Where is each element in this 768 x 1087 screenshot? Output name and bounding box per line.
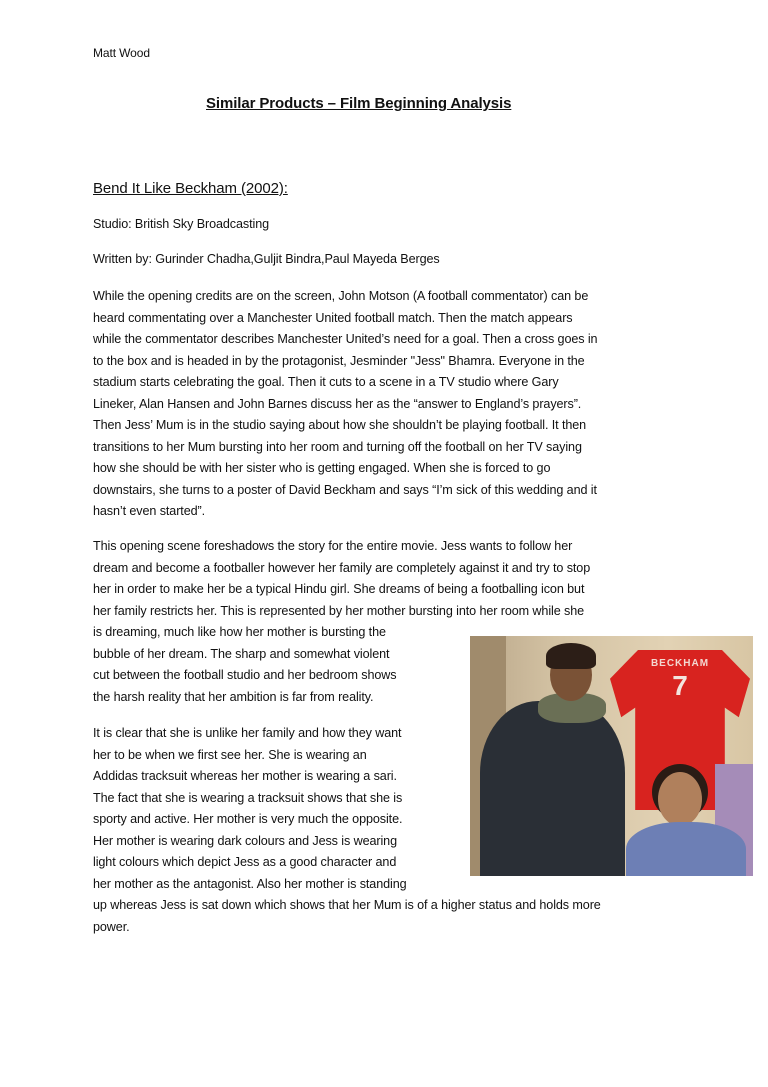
paragraph-line: bubble of her dream. The sharp and somewhat violent: [93, 646, 390, 661]
paragraph-line: Lineker, Alan Hansen and John Barnes discuss her as the “answer to England’s prayers”.: [93, 396, 582, 411]
paragraph-line: While the opening credits are on the screen, John Motson (A football commentator) can be: [93, 289, 589, 303]
paragraph-line: light colours which depict Jess as a good character and: [93, 855, 397, 869]
paragraph-line: sporty and active. Her mother is very much the opposite.: [93, 812, 403, 826]
paragraph-line: This opening scene foreshadows the story for the entire movie. Jess wants to follow her: [93, 539, 573, 553]
paragraph-line: how she should be with her sister who is getting engaged. When she is forced to go: [93, 461, 551, 475]
paragraph-line: to the box and is headed in by the protagonist, Jesminder "Jess" Bhamra. Everyone in the: [93, 353, 585, 368]
author-name: Matt Wood: [93, 46, 150, 60]
mother-figure: [480, 641, 620, 876]
paragraph-line: dream and become a footballer however her family are completely against it and try to stop: [93, 560, 591, 575]
shirt-number: 7: [672, 670, 688, 701]
paragraph-line: her family restricts her. This is represented by her mother bursting into her room while she: [93, 603, 585, 618]
paragraph-line: heard commentating over a Manchester United football match. Then the match appears: [93, 310, 573, 325]
paragraph-line: The fact that she is wearing a tracksuit shows that she is: [93, 790, 403, 805]
paragraph-line: is dreaming, much like how her mother is bursting the: [93, 625, 386, 639]
paragraph-line: downstairs, she turns to a poster of David Beckham and says “I’m sick of this wedding and it: [93, 482, 597, 497]
paragraph-line: Addidas tracksuit whereas her mother is wearing a sari.: [93, 769, 397, 783]
page-title: Similar Products – Film Beginning Analysis: [206, 95, 512, 112]
paragraph-line: Her mother is wearing dark colours and Jess is wearing: [93, 833, 397, 848]
film-still-image: [470, 636, 753, 876]
paragraph-line: up whereas Jess is sat down which shows that her Mum is of a higher status and holds more: [93, 898, 601, 912]
paragraph-line: Then Jess’ Mum is in the studio saying about how she shouldn’t be playing football. It then: [93, 418, 587, 432]
section-heading: Bend It Like Beckham (2002):: [93, 180, 288, 197]
paragraph-line: hasn’t even started”.: [93, 504, 206, 518]
studio-line: Studio: British Sky Broadcasting: [93, 217, 269, 231]
paragraph-line: while the commentator describes Manchester United’s need for a goal. Then a cross goes in: [93, 332, 598, 346]
paragraph-line: her to be when we first see her. She is wearing an: [93, 747, 367, 762]
paragraph-line: power.: [93, 919, 130, 934]
jess-figure: [620, 764, 750, 876]
writers-line: Written by: Gurinder Chadha,Guljit Bindra,Paul Mayeda Berges: [93, 252, 440, 266]
shirt-name: BECKHAM: [650, 658, 710, 669]
paragraph-line: It is clear that she is unlike her family and how they want: [93, 726, 402, 740]
paragraph-line: transitions to her Mum bursting into her room and turning off the football on her TV saying: [93, 439, 582, 454]
paragraph-line: her in order to make her be a typical Hindu girl. She dreams of being a footballing icon but: [93, 582, 585, 596]
paragraph-line: her mother as the antagonist. Also her mother is standing: [93, 876, 407, 891]
paragraph-line: stadium starts celebrating the goal. Then it cuts to a scene in a TV studio where Gary: [93, 375, 559, 389]
paragraph-line: cut between the football studio and her bedroom shows: [93, 668, 397, 682]
paragraph-line: the harsh reality that her ambition is far from reality.: [93, 689, 374, 704]
